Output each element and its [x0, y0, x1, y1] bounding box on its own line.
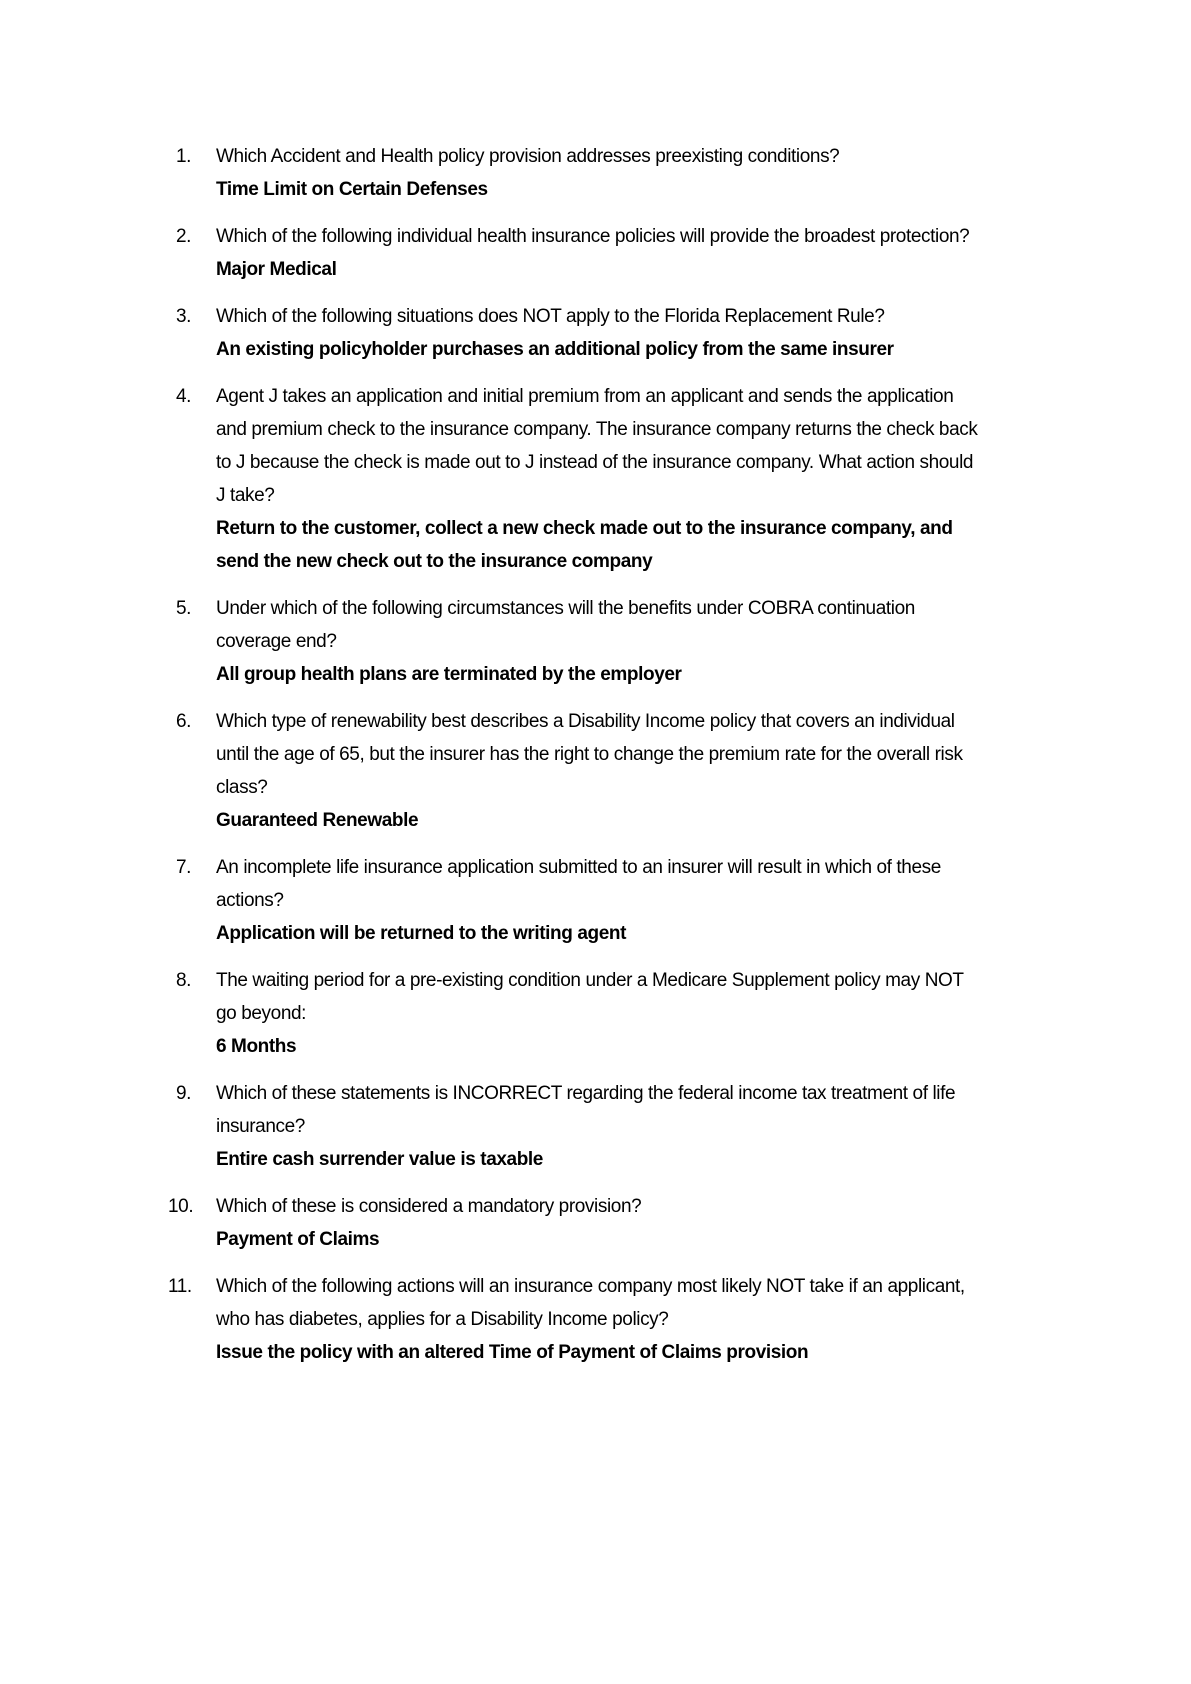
question-text: Which of these statements is INCORRECT regarding the federal income tax treatment of life insurance? [216, 1083, 956, 1137]
item-content [216, 1270, 978, 1369]
answer-text: Issue the policy with an altered Time of Payment of Claims provision [216, 1342, 809, 1363]
list-item [168, 705, 978, 837]
item-content [216, 380, 978, 578]
list-item [168, 851, 978, 950]
item-number: 8. [175, 970, 191, 991]
question-text: An incomplete life insurance application submitted to an insurer will result in which of these actions? [216, 857, 941, 911]
question-answer-list [168, 140, 978, 1383]
question-text: Which of the following situations does NOT apply to the Florida Replacement Rule? [216, 306, 885, 327]
list-item [168, 592, 978, 691]
item-number: 9. [175, 1083, 191, 1104]
item-content [216, 592, 978, 691]
item-content [216, 1190, 978, 1256]
list-item [168, 380, 978, 578]
list-item [168, 1077, 978, 1176]
answer-text: Guaranteed Renewable [216, 810, 419, 831]
question-text: Which of the following actions will an insurance company most likely NOT take if an applicant, who has diabetes, applies for a Disability Income policy? [216, 1276, 965, 1330]
item-number: 10. [168, 1196, 194, 1217]
item-content [216, 300, 978, 366]
list-item [168, 220, 978, 286]
list-item [168, 300, 978, 366]
item-number: 3. [175, 306, 191, 327]
item-content [216, 851, 978, 950]
answer-text: Application will be returned to the writing agent [216, 923, 627, 944]
item-number: 4. [175, 386, 191, 407]
question-text: Which type of renewability best describes a Disability Income policy that covers an individual until the age of 65, but the insurer has the right to change the premium rate for the overall risk class? [216, 711, 963, 798]
item-number: 2. [175, 226, 191, 247]
list-item [168, 1270, 978, 1369]
question-text: Which of the following individual health insurance policies will provide the broadest protection? [216, 226, 970, 247]
item-content [216, 1077, 978, 1176]
item-content [216, 220, 978, 286]
item-number: 7. [175, 857, 191, 878]
item-content [216, 140, 978, 206]
item-content [216, 705, 978, 837]
list-item [168, 1190, 978, 1256]
item-number: 11. [168, 1276, 192, 1297]
answer-text: Entire cash surrender value is taxable [216, 1149, 543, 1170]
question-text: Which of these is considered a mandatory provision? [216, 1196, 642, 1217]
answer-text: Return to the customer, collect a new check made out to the insurance company, and send the new check out to the insurance company [216, 518, 953, 572]
question-text: Under which of the following circumstances will the benefits under COBRA continuation coverage end? [216, 598, 915, 652]
answer-text: All group health plans are terminated by the employer [216, 664, 682, 685]
list-item [168, 964, 978, 1063]
answer-text: Time Limit on Certain Defenses [216, 179, 488, 200]
question-text: The waiting period for a pre-existing condition under a Medicare Supplement policy may NOT go beyond: [216, 970, 964, 1024]
item-number: 6. [175, 711, 191, 732]
item-content [216, 964, 978, 1063]
answer-text: Payment of Claims [216, 1229, 380, 1250]
item-number: 1. [175, 146, 191, 167]
answer-text: An existing policyholder purchases an additional policy from the same insurer [216, 339, 894, 360]
list-item [168, 140, 978, 206]
question-text: Which Accident and Health policy provision addresses preexisting conditions? [216, 146, 840, 167]
item-number: 5. [175, 598, 191, 619]
answer-text: Major Medical [216, 259, 337, 280]
answer-text: 6 Months [216, 1036, 297, 1057]
question-text: Agent J takes an application and initial premium from an applicant and sends the application and premium check to the insurance company. The insurance company returns the check back to J because the check is made out to J instead of the insurance company. What action should J take? [216, 386, 978, 506]
